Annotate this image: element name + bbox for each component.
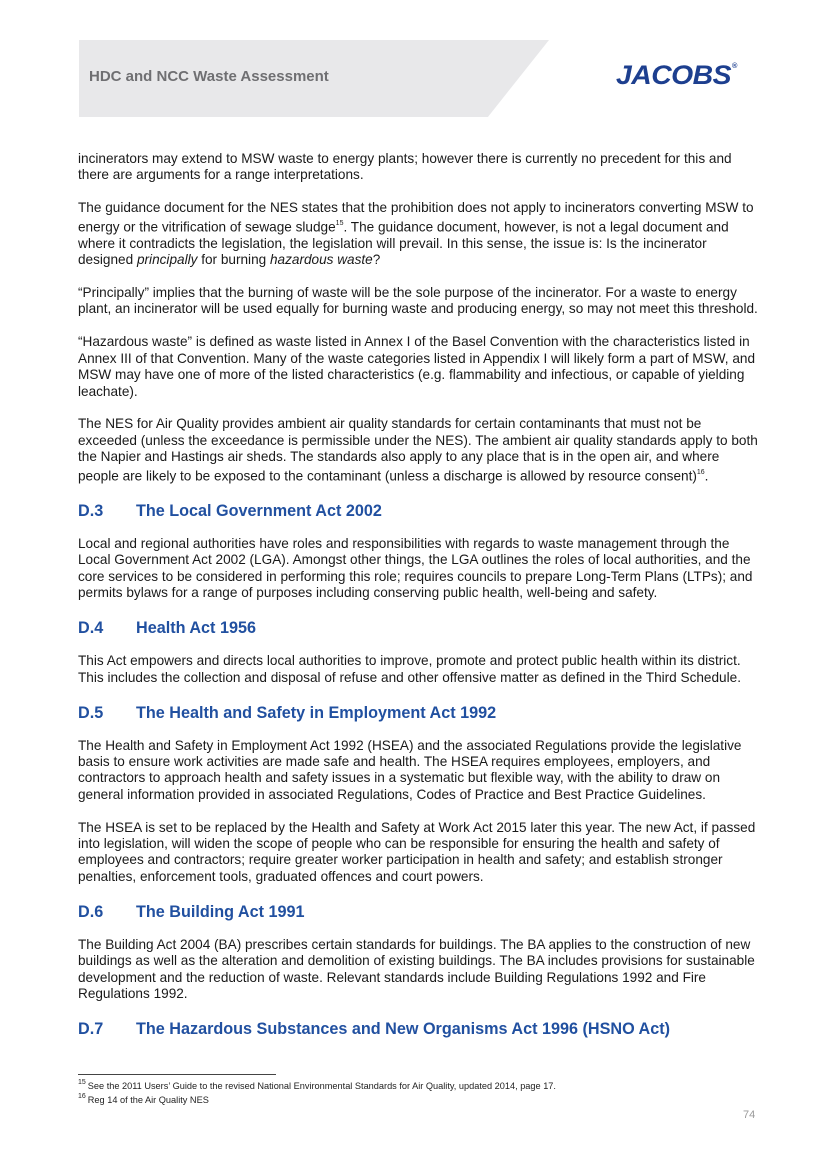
section-title: The Hazardous Substances and New Organisms Act 1996 (HSNO Act) <box>136 1019 671 1038</box>
page-number: 74 <box>743 1109 756 1121</box>
paragraph: incinerators may extend to MSW waste to energy plants; however there is currently no precedent for this and there are arguments for a range interpretations. <box>78 151 732 183</box>
footnote-text: Reg 14 of the Air Quality NES <box>87 1095 209 1106</box>
logo-text: JACOBS <box>616 60 732 90</box>
section-heading-d5 <box>78 703 762 723</box>
paragraph: “Principally” implies that the burning of waste will be the sole purpose of the incinerator. For a waste to energy plant, an incinerator will be used equally for burning waste and producing energy, so may not meet this threshold. <box>78 284 758 317</box>
section-title: The Building Act 1991 <box>136 902 305 921</box>
section-number: D.6 <box>78 902 104 921</box>
paragraph: The Health and Safety in Employment Act 1992 (HSEA) and the associated Regulations provide the legislative basis to ensure work activities are made safe and health. The HSEA requires employees, employers, and contractors to approach health and safety issues in a systematic but flexible way, with the ability to draw on general information provided in associated Regulations, Codes of Practice and Best Practice Guidelines. <box>78 737 742 802</box>
section-number: D.7 <box>78 1019 104 1038</box>
section-heading-d7 <box>78 1019 762 1039</box>
footnote-number: 15 <box>78 1079 86 1086</box>
paragraph: Local and regional authorities have roles and responsibilities with regards to waste management through the Local Government Act 2002 (LGA). Amongst other things, the LGA outlines the roles of local authorities, and the core services to be considered in performing this role; requires councils to prepare Long-Term Plans (LTPs); and permits bylaws for a range of purposes including conserving public health, well-being and safety. <box>78 536 753 601</box>
section-title: The Local Government Act 2002 <box>136 502 382 521</box>
document-title: HDC and NCC Waste Assessment <box>89 68 329 85</box>
jacobs-logo <box>616 60 736 91</box>
paragraph: This Act empowers and directs local authorities to improve, promote and protect public health within its district. This includes the collection and disposal of refuse and other offensive matter as defined in the Third Schedule. <box>78 653 741 685</box>
footnote <box>78 1092 556 1106</box>
section-title: Health Act 1956 <box>136 619 256 638</box>
paragraph: The NES for Air Quality provides ambient air quality standards for certain contaminants that must not be exceeded (unless the exceedance is permissible under the NES). The ambient air quality standards apply to both the Napier and Hastings air sheds. The standards also apply to any place that is in the open air, and where people are likely to be exposed to the contaminant (unless a discharge is allowed by resource consent)$^{16}$. <box>78 416 758 484</box>
section-number: D.5 <box>78 703 104 722</box>
footnotes <box>78 1078 556 1106</box>
page-body <box>78 151 762 1054</box>
section-heading-d3 <box>78 501 762 521</box>
section-heading-d6 <box>78 902 762 922</box>
footnote-ref[interactable]: 15 <box>335 219 344 227</box>
footnote-divider <box>78 1074 276 1075</box>
footnote-ref[interactable]: 16 <box>696 468 705 476</box>
footnote-number: 16 <box>78 1093 86 1101</box>
paragraph: “Hazardous waste” is defined as waste listed in Annex I of the Basel Convention with the characteristics listed in Annex III of that Convention. Many of the waste categories listed in Appendix I will likely form a part of MSW, and MSW may have one of more of the listed characteristics (e.g. flammability and infectious, or capable of yielding leachate). <box>78 334 756 399</box>
paragraph: The guidance document for the NES states that the prohibition does not apply to incinerators converting MSW to energy or the vitrification of sewage sludge$^{15}$. The guidance document, however, is not a legal document and where it contradicts the legislation, the legislation will prevail. In this sense, the issue is: Is the incinerator designed principally for burning hazardous waste? <box>78 200 754 268</box>
section-heading-d4 <box>78 618 762 638</box>
footnote-text: See the 2011 Users’ Guide to the revised National Environmental Standards for Air Quality, updated 2014, page 17. <box>87 1081 556 1092</box>
footnote <box>78 1078 556 1092</box>
section-number: D.4 <box>78 619 104 638</box>
section-title: The Health and Safety in Employment Act 1992 <box>136 703 497 722</box>
registered-mark: ® <box>732 63 737 70</box>
section-number: D.3 <box>78 502 104 521</box>
paragraph: The Building Act 2004 (BA) prescribes certain standards for buildings. The BA applies to the construction of new buildings as well as the alteration and demolition of existing buildings. The BA includes provisions for sustainable development and the reduction of waste. Relevant standards include Building Regulations 1992 and Fire Regulations 1992. <box>78 936 755 1001</box>
paragraph: The HSEA is set to be replaced by the Health and Safety at Work Act 2015 later this year. The new Act, if passed into legislation, will widen the scope of people who can be responsible for ensuring the health and safety of employees and contractors; require greater worker participation in health and safety; and establish stronger penalties, enforcement tools, graduated offences and court powers. <box>78 819 756 884</box>
